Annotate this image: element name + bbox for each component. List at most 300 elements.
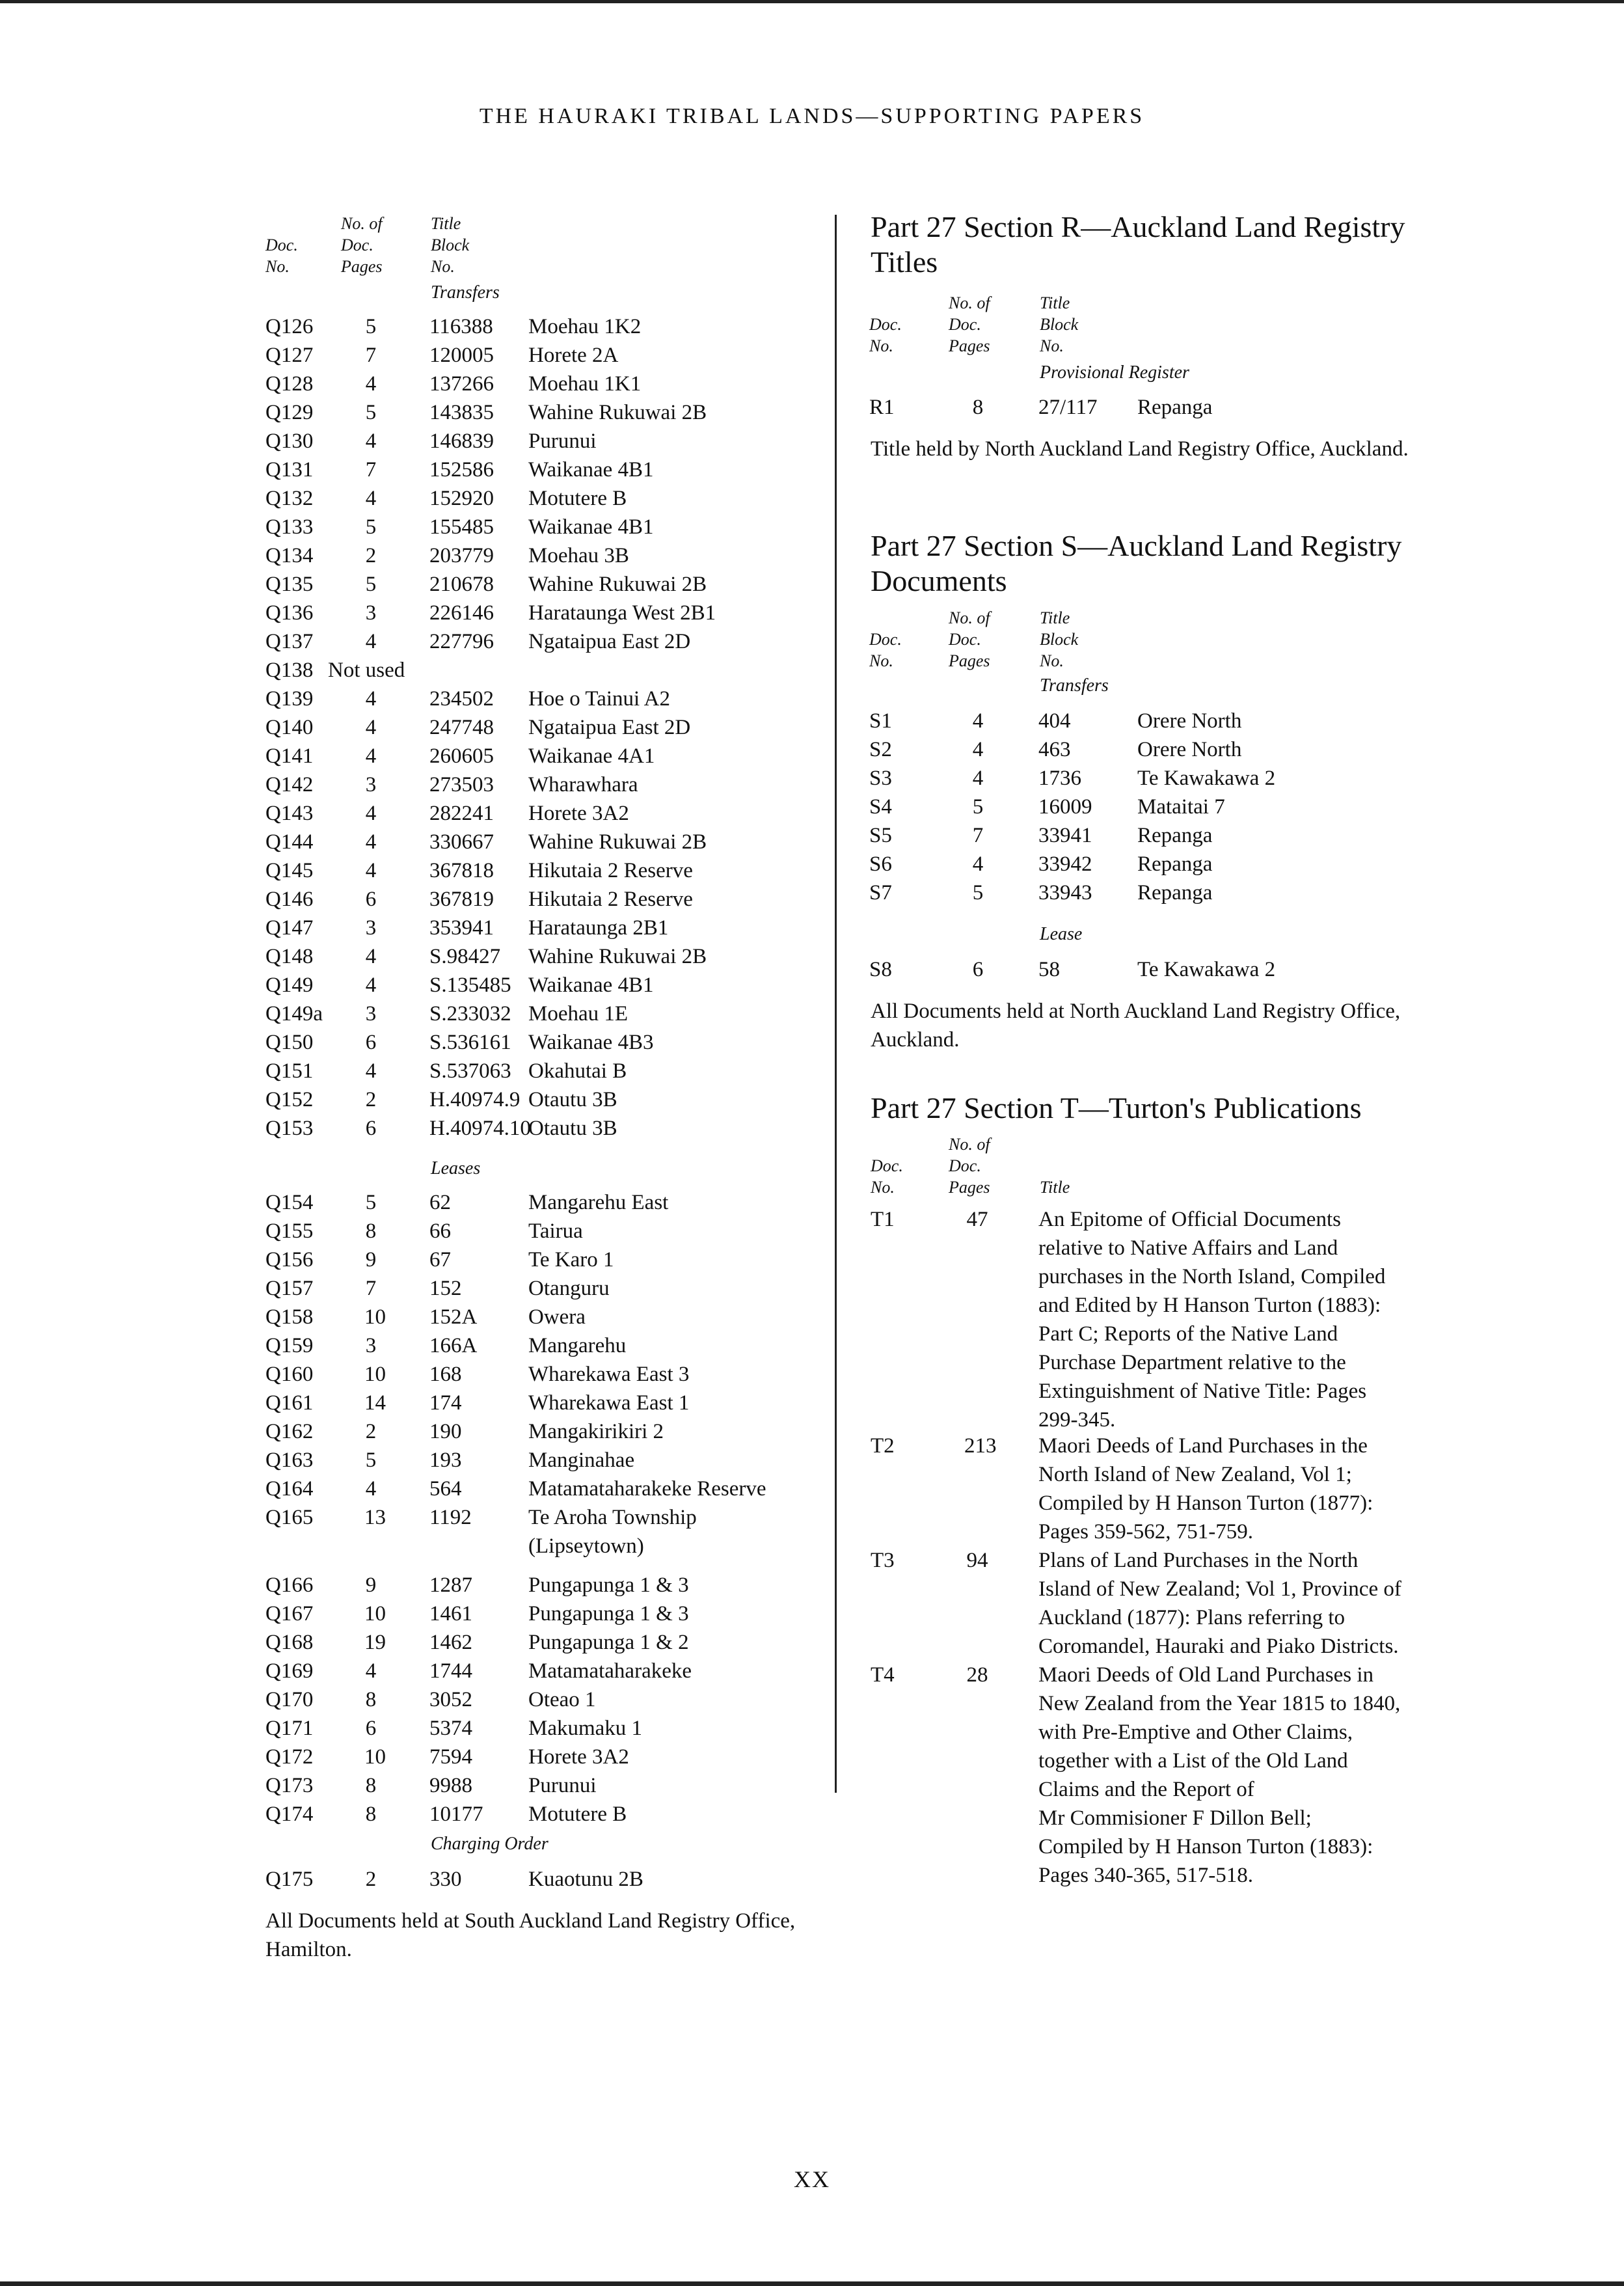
page-count: 10 (364, 1602, 386, 1626)
doc-no: T3 (871, 1549, 895, 1572)
publication-title-line: Compiled by H Hanson Turton (1883): (1038, 1835, 1374, 1858)
doc-no: Q152 (265, 1088, 314, 1111)
section-s-note: All Documents held at North Auckland Land Registry Office, Auckland. (871, 1000, 1401, 1052)
publication-title-line: Coromandel, Hauraki and Piako Districts. (1038, 1635, 1399, 1658)
table-row (0, 735, 1624, 764)
land-block-name: Te Kawakawa 2 (1137, 958, 1276, 981)
page-count: 9 (365, 1573, 377, 1597)
doc-no: Q145 (265, 859, 314, 882)
doc-no: Q137 (265, 630, 314, 653)
page-count: 8 (365, 1219, 377, 1243)
doc-no: Q128 (265, 372, 314, 396)
page-count: 7 (365, 458, 377, 482)
land-block-name: Repanga (1137, 881, 1213, 905)
page-count: 4 (365, 687, 377, 711)
page-count: 6 (365, 1117, 377, 1140)
title-block-no: 353941 (429, 916, 494, 940)
page-count: 5 (365, 1449, 377, 1472)
land-block-name: Ngataipua East 2D (528, 716, 691, 739)
title-block-no: S.233032 (429, 1002, 511, 1026)
title-block-no: 146839 (429, 429, 494, 453)
doc-no: Q161 (265, 1391, 314, 1415)
doc-no: Q130 (265, 429, 314, 453)
col-header-title: Block (431, 236, 470, 254)
page-count: 4 (365, 1059, 377, 1083)
publication-title-line: 299-345. (1038, 1408, 1116, 1432)
title-block-no: 155485 (429, 515, 494, 539)
col-header-pages: Doc. (341, 236, 373, 254)
col-header-pages: No. of (949, 293, 990, 312)
row-continuation: (Lipseytown) (528, 1534, 644, 1558)
land-block-name: Moehau 3B (528, 544, 629, 567)
publication-title-line: together with a List of the Old Land (1038, 1749, 1348, 1773)
land-block-name: Otautu 3B (528, 1088, 617, 1111)
title-block-no: 193 (429, 1449, 462, 1472)
page-count: 10 (364, 1305, 386, 1329)
land-block-name: Matamataharakeke Reserve (528, 1477, 766, 1501)
doc-no: Q169 (265, 1659, 314, 1683)
subhead-charging-order: Charging Order (431, 1834, 548, 1854)
page-count: 8 (365, 1688, 377, 1711)
publication-title-line: relative to Native Affairs and Land (1038, 1236, 1338, 1260)
page-count: 28 (966, 1663, 988, 1687)
doc-no: S2 (869, 738, 892, 761)
page-count: 7 (365, 1277, 377, 1300)
land-block-name: Pungapunga 1 & 2 (528, 1631, 689, 1654)
land-block-name: Wahine Rukuwai 2B (528, 401, 707, 424)
title-block-no: 1462 (429, 1631, 472, 1654)
doc-no: Q164 (265, 1477, 314, 1501)
publication-title-line: Extinguishment of Native Title: Pages (1038, 1380, 1367, 1403)
doc-no: Q171 (265, 1717, 314, 1740)
doc-no: Q140 (265, 716, 314, 739)
table-row (0, 341, 1624, 370)
doc-no: Q133 (265, 515, 314, 539)
doc-no: Q159 (265, 1334, 314, 1357)
table-row (0, 850, 1624, 878)
page-count: 6 (972, 958, 984, 981)
title-block-no: 120005 (429, 344, 494, 367)
doc-no: Q151 (265, 1059, 314, 1083)
doc-no: Q141 (265, 744, 314, 768)
title-block-no: 273503 (429, 773, 494, 796)
land-block-name: Te Karo 1 (528, 1248, 614, 1272)
page-count: 9 (365, 1248, 377, 1272)
title-block-no: 58 (1038, 958, 1060, 981)
land-block-name: Mataitai 7 (1137, 795, 1225, 819)
land-block-name: Moehau 1K2 (528, 315, 642, 338)
doc-no: Q134 (265, 544, 314, 567)
land-block-name: Repanga (1137, 852, 1213, 876)
page-count: 13 (364, 1506, 386, 1529)
page-count: 10 (364, 1363, 386, 1386)
table-row (0, 627, 1624, 656)
land-block-name: Horete 3A2 (528, 802, 629, 825)
page-count: 4 (365, 859, 377, 882)
col-header-doc: Doc. (869, 315, 902, 334)
doc-no: R1 (869, 396, 895, 419)
title-block-no: 463 (1038, 738, 1071, 761)
title-block-no: H.40974.10 (429, 1117, 531, 1140)
doc-no: S5 (869, 824, 892, 847)
subhead-lease: Lease (1040, 924, 1083, 944)
page-count: 4 (365, 487, 377, 510)
doc-no: Q131 (265, 458, 314, 482)
page-count: 4 (365, 830, 377, 854)
table-row (0, 764, 1624, 793)
section-r-title: Part 27 Section R—Auckland Land Registry Titles (871, 210, 1405, 279)
land-block-name: Mangarehu (528, 1334, 627, 1357)
title-block-no: 33943 (1038, 881, 1092, 905)
publication-title (1038, 1432, 1455, 1546)
subhead-provisional-register: Provisional Register (1040, 362, 1189, 383)
col-header-title: Block (1040, 630, 1079, 649)
land-block-name: Waikanae 4B1 (528, 515, 654, 539)
col-header-pages: Pages (341, 257, 383, 276)
col-header-pages: No. of (949, 1135, 990, 1154)
land-block-name: Motutere B (528, 1803, 627, 1826)
publication-title-line: Part C; Reports of the Native Land (1038, 1322, 1338, 1346)
section-r-note: Title held by North Auckland Land Registry Office, Auckland. (871, 437, 1409, 461)
page-count: 94 (966, 1549, 988, 1572)
page-count: 8 (365, 1803, 377, 1826)
land-block-name: Hikutaia 2 Reserve (528, 888, 693, 911)
subhead-transfers: Transfers (431, 282, 500, 303)
doc-no: Q168 (265, 1631, 314, 1654)
table-row (0, 914, 1624, 942)
footnote-left: All Documents held at South Auckland Land Registry Office, Hamilton. (265, 1909, 796, 1961)
title-block-no: 137266 (429, 372, 494, 396)
col-header-doc: Doc. (871, 1156, 903, 1175)
land-block-name: Harataunga West 2B1 (528, 601, 716, 625)
doc-no: Q156 (265, 1248, 314, 1272)
doc-no: Q126 (265, 315, 314, 338)
page-count: 47 (966, 1208, 988, 1231)
doc-no: Q136 (265, 601, 314, 625)
section-s-title: Part 27 Section S—Auckland Land Registry Documents (871, 529, 1402, 597)
title-block-no: 226146 (429, 601, 494, 625)
page-count: 8 (365, 1774, 377, 1797)
page-count: 3 (365, 601, 377, 625)
doc-no: Q149 (265, 973, 314, 997)
title-block-no: 174 (429, 1391, 462, 1415)
publication-title-line: New Zealand from the Year 1815 to 1840, (1038, 1692, 1401, 1715)
title-block-no: 143835 (429, 401, 494, 424)
page-count: 4 (972, 738, 984, 761)
page-count: 4 (365, 716, 377, 739)
title-block-no: 1192 (429, 1506, 472, 1529)
section-t-title: Part 27 Section T—Turton's Publications (871, 1091, 1362, 1124)
title-block-no: 282241 (429, 802, 494, 825)
col-header-pages: Doc. (949, 1156, 981, 1175)
page-count: 2 (365, 544, 377, 567)
page-count: 4 (365, 744, 377, 768)
land-block-name: Wharekawa East 1 (528, 1391, 690, 1415)
publication-title-line: Mr Commisioner F Dillon Bell; (1038, 1806, 1312, 1830)
doc-no: S6 (869, 852, 892, 876)
doc-no: Q162 (265, 1420, 314, 1443)
land-block-name: Repanga (1137, 824, 1213, 847)
page-count: 4 (365, 802, 377, 825)
col-header-pages: Doc. (949, 630, 981, 649)
page-count: 4 (365, 973, 377, 997)
land-block-name: Okahutai B (528, 1059, 627, 1083)
table-row (0, 955, 1624, 984)
publication-title (1038, 1546, 1455, 1661)
doc-no: Q165 (265, 1506, 314, 1529)
doc-no: S3 (869, 767, 892, 790)
land-block-name: Horete 3A2 (528, 1745, 629, 1769)
page-count: 4 (365, 1659, 377, 1683)
title-block-no: 260605 (429, 744, 494, 768)
title-block-no: 166A (429, 1334, 478, 1357)
land-block-name: Harataunga 2B1 (528, 916, 669, 940)
page-bottom-border (0, 2281, 1624, 2286)
title-block-no: 1736 (1038, 767, 1081, 790)
page-count: 4 (365, 429, 377, 453)
page-count: 6 (365, 1717, 377, 1740)
land-block-name: Pungapunga 1 & 3 (528, 1573, 689, 1597)
title-block-no: 66 (429, 1219, 451, 1243)
land-block-name: Otautu 3B (528, 1117, 617, 1140)
land-block-name: Repanga (1137, 396, 1213, 419)
land-block-name: Makumaku 1 (528, 1717, 643, 1740)
land-block-name: Pungapunga 1 & 3 (528, 1602, 689, 1626)
land-block-name: Purunui (528, 1774, 597, 1797)
land-block-name: Mangakirikiri 2 (528, 1420, 664, 1443)
page-count: 3 (365, 1334, 377, 1357)
doc-no: S1 (869, 709, 892, 733)
table-row (0, 821, 1624, 850)
page-count: 213 (964, 1434, 997, 1458)
land-block-name: Wahine Rukuwai 2B (528, 830, 707, 854)
title-block-no: 168 (429, 1363, 462, 1386)
page-count: 10 (364, 1745, 386, 1769)
publication-title (1038, 1661, 1455, 1890)
page-count: 6 (365, 888, 377, 911)
title-block-no: 152A (429, 1305, 478, 1329)
page-number: XX (794, 2166, 830, 2192)
col-header-title: No. (1040, 336, 1064, 355)
doc-no: Q170 (265, 1688, 314, 1711)
land-block-name: Moehau 1K1 (528, 372, 642, 396)
land-block-name: Orere North (1137, 738, 1242, 761)
title-block-no: 367819 (429, 888, 494, 911)
land-block-name: Te Aroha Township (528, 1506, 697, 1529)
land-block-name: Wharekawa East 3 (528, 1363, 690, 1386)
page-count: 3 (365, 916, 377, 940)
col-header-pages: Doc. (949, 315, 981, 334)
doc-no: Q127 (265, 344, 314, 367)
doc-no: Q175 (265, 1868, 314, 1891)
land-block-name: Waikanae 4A1 (528, 744, 655, 768)
page-count: 5 (365, 401, 377, 424)
doc-no: S4 (869, 795, 892, 819)
publication-title-line: and Edited by H Hanson Turton (1883): (1038, 1294, 1381, 1317)
doc-no: Q142 (265, 773, 314, 796)
title-block-no: 5374 (429, 1717, 472, 1740)
page-count: 4 (972, 852, 984, 876)
title-block-no: 1287 (429, 1573, 472, 1597)
doc-no: Q155 (265, 1219, 314, 1243)
title-block-no: 116388 (429, 315, 493, 338)
col-header-doc: No. (871, 1178, 895, 1197)
land-block-name: Mangarehu East (528, 1191, 669, 1214)
table-row (0, 312, 1624, 341)
table-row (0, 393, 1624, 422)
page-count: 5 (365, 315, 377, 338)
publication-title-line: Island of New Zealand; Vol 1, Province of (1038, 1577, 1401, 1601)
land-block-name: Oteao 1 (528, 1688, 596, 1711)
land-block-name: Wahine Rukuwai 2B (528, 573, 707, 596)
title-block-no: 7594 (429, 1745, 472, 1769)
doc-no: Q138 (265, 659, 314, 682)
title-block-no: 16009 (1038, 795, 1092, 819)
publication-title-line: Pages 340-365, 517-518. (1038, 1864, 1253, 1887)
doc-no: Q163 (265, 1449, 314, 1472)
page-count: 4 (365, 945, 377, 968)
title-block-no: 330 (429, 1868, 462, 1891)
page-count: 2 (365, 1868, 377, 1891)
title-block-no: 404 (1038, 709, 1071, 733)
title-block-no: 330667 (429, 830, 494, 854)
subhead-leases: Leases (431, 1158, 481, 1178)
subhead-transfers: Transfers (1040, 675, 1109, 696)
doc-no: Q157 (265, 1277, 314, 1300)
publication-title-line: North Island of New Zealand, Vol 1; (1038, 1463, 1352, 1486)
page-count: Not used (328, 659, 405, 682)
land-block-name: Motutere B (528, 487, 627, 510)
table-row (0, 656, 1624, 685)
title-block-no: 234502 (429, 687, 494, 711)
land-block-name: Te Kawakawa 2 (1137, 767, 1276, 790)
col-header-pages: Pages (949, 651, 990, 670)
col-header-title: No. (1040, 651, 1064, 670)
title-block-no: 152920 (429, 487, 494, 510)
publication-title-line: Maori Deeds of Old Land Purchases in (1038, 1663, 1374, 1687)
doc-no: Q153 (265, 1117, 314, 1140)
doc-no: Q135 (265, 573, 314, 596)
doc-no: Q149a (265, 1002, 323, 1026)
land-block-name: Owera (528, 1305, 586, 1329)
title-block-no: 367818 (429, 859, 494, 882)
doc-no: S8 (869, 958, 892, 981)
doc-no: Q148 (265, 945, 314, 968)
doc-no: Q167 (265, 1602, 314, 1626)
page-count: 4 (972, 709, 984, 733)
page-top-border (0, 0, 1624, 3)
publication-title-line: Maori Deeds of Land Purchases in the (1038, 1434, 1368, 1458)
land-block-name: Waikanae 4B3 (528, 1031, 654, 1054)
table-row (0, 599, 1624, 627)
running-head: THE HAURAKI TRIBAL LANDS—SUPPORTING PAPERS (479, 104, 1145, 128)
page-count: 7 (365, 344, 377, 367)
doc-no: Q154 (265, 1191, 314, 1214)
land-block-name: Matamataharakeke (528, 1659, 692, 1683)
land-block-name: Waikanae 4B1 (528, 973, 654, 997)
page-count: 5 (365, 515, 377, 539)
title-block-no: 247748 (429, 716, 494, 739)
col-header-doc: No. (265, 257, 290, 276)
doc-no: T1 (871, 1208, 895, 1231)
col-header-title: Title (431, 214, 461, 233)
col-header-doc: No. (869, 651, 893, 670)
table-row (0, 484, 1624, 513)
land-block-name: Horete 2A (528, 344, 619, 367)
publication-title-line: Pages 359-562, 751-759. (1038, 1520, 1253, 1544)
publication-title-line: Plans of Land Purchases in the North (1038, 1549, 1359, 1572)
col-header-doc: Doc. (869, 630, 902, 649)
page-count: 2 (365, 1088, 377, 1111)
col-header-doc: No. (869, 336, 893, 355)
col-header-title: Title (1040, 293, 1070, 312)
title-block-no: 190 (429, 1420, 462, 1443)
title-block-no: 1744 (429, 1659, 472, 1683)
page-count: 2 (365, 1420, 377, 1443)
page-count: 19 (364, 1631, 386, 1654)
doc-no: Q147 (265, 916, 314, 940)
publication-title-line: Purchase Department relative to the (1038, 1351, 1346, 1374)
land-block-name: Hikutaia 2 Reserve (528, 859, 693, 882)
col-header-pages: Pages (949, 1178, 990, 1197)
land-block-name: Kuaotunu 2B (528, 1868, 643, 1891)
title-block-no: 10177 (429, 1803, 483, 1826)
col-header-title: Title (1040, 1178, 1070, 1197)
publication-title-line: purchases in the North Island, Compiled (1038, 1265, 1386, 1288)
doc-no: T2 (871, 1434, 895, 1458)
table-row (0, 1057, 1624, 1085)
land-block-name: Otanguru (528, 1277, 610, 1300)
col-header-pages: Pages (949, 336, 990, 355)
publication-title-line: Compiled by H Hanson Turton (1877): (1038, 1491, 1374, 1515)
doc-no: Q143 (265, 802, 314, 825)
doc-no: S7 (869, 881, 892, 905)
page-count: 3 (365, 773, 377, 796)
land-block-name: Wharawhara (528, 773, 638, 796)
col-header-pages: No. of (949, 608, 990, 627)
title-block-no: 3052 (429, 1688, 472, 1711)
publication-title-line: Claims and the Report of (1038, 1778, 1254, 1801)
page-count: 5 (972, 881, 984, 905)
doc-no: Q139 (265, 687, 314, 711)
title-block-no: 152586 (429, 458, 494, 482)
page-count: 5 (365, 1191, 377, 1214)
page-count: 4 (972, 767, 984, 790)
title-block-no: 33941 (1038, 824, 1092, 847)
publication-title (1038, 1205, 1455, 1434)
doc-no: Q158 (265, 1305, 314, 1329)
col-header-title: Title (1040, 608, 1070, 627)
land-block-name: Moehau 1E (528, 1002, 629, 1026)
land-block-name: Tairua (528, 1219, 583, 1243)
col-header-doc: Doc. (265, 236, 298, 254)
doc-no: Q172 (265, 1745, 314, 1769)
title-block-no: 33942 (1038, 852, 1092, 876)
doc-no: Q129 (265, 401, 314, 424)
page-count: 4 (365, 372, 377, 396)
page-count: 8 (972, 396, 984, 419)
title-block-no: S.98427 (429, 945, 501, 968)
land-block-name: Purunui (528, 429, 597, 453)
title-block-no: 9988 (429, 1774, 472, 1797)
publication-title-line: Auckland (1877): Plans referring to (1038, 1606, 1346, 1629)
doc-no: Q166 (265, 1573, 314, 1597)
land-block-name: Ngataipua East 2D (528, 630, 691, 653)
doc-no: Q150 (265, 1031, 314, 1054)
page-count: 3 (365, 1002, 377, 1026)
doc-no: T4 (871, 1663, 895, 1687)
table-row (0, 707, 1624, 735)
